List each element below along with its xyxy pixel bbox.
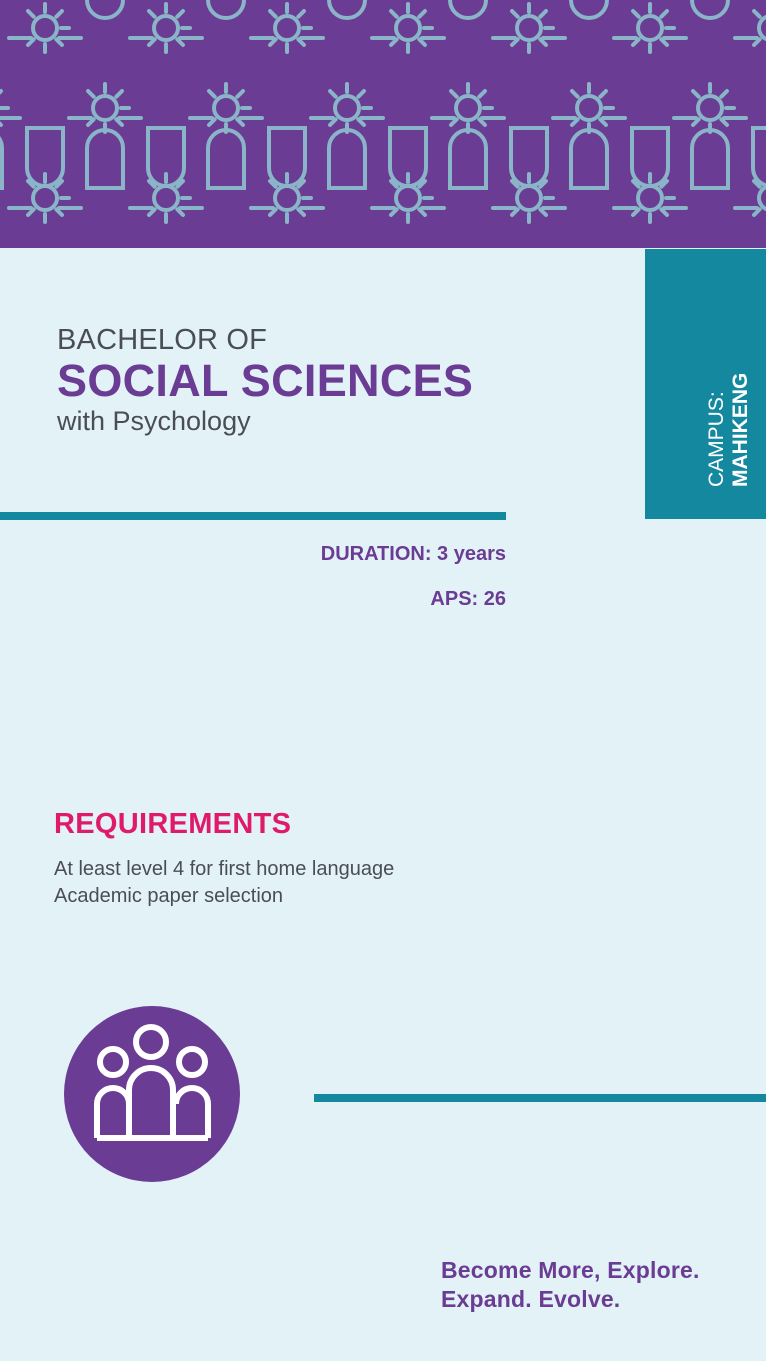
sun-icon [553, 84, 625, 132]
shield-icon [450, 0, 486, 18]
title-suffix: with Psychology [57, 406, 251, 436]
pattern-banner [0, 0, 766, 248]
campus-text [705, 373, 753, 487]
shield-icon [208, 0, 244, 18]
shield-icon [208, 130, 244, 188]
requirement-item: Academic paper selection [54, 885, 284, 907]
sun-icon [493, 4, 565, 52]
sun-icon [69, 84, 141, 132]
people-group-icon [64, 1006, 240, 1182]
sun-icon [614, 4, 686, 52]
sun-icon [0, 84, 20, 132]
requirements-list [54, 856, 394, 910]
tagline-line-2: Expand. Evolve. [441, 1286, 621, 1312]
sun-icon [311, 84, 383, 132]
sun-icon [493, 174, 565, 222]
duration-text: DURATION: 3 years [320, 543, 506, 565]
tagline-line-1: Become More, Explore. [441, 1257, 700, 1283]
campus-label: CAMPUS: [705, 391, 728, 487]
sun-icon [735, 4, 766, 52]
sun-icon [432, 84, 504, 132]
sun-icon [130, 4, 202, 52]
sun-icon [674, 84, 746, 132]
sun-icon [372, 174, 444, 222]
sun-icon [9, 4, 81, 52]
sun-icon [614, 174, 686, 222]
sun-icon [130, 174, 202, 222]
title-prefix: BACHELOR OF [57, 324, 268, 356]
sun-icon [251, 174, 323, 222]
tagline [441, 1256, 700, 1314]
pattern-graphic [0, 0, 766, 248]
shield-icon [571, 0, 607, 18]
aps-text: APS: 26 [430, 588, 506, 610]
shield-icon [692, 130, 728, 188]
shield-icon [87, 130, 123, 188]
shield-icon [450, 130, 486, 188]
shield-icon [692, 0, 728, 18]
divider-bottom [314, 1094, 766, 1102]
shield-icon [753, 128, 766, 186]
divider-top [0, 512, 506, 520]
campus-panel [645, 249, 766, 519]
sun-icon [251, 4, 323, 52]
shield-icon [87, 0, 123, 18]
degree-title [57, 322, 473, 438]
sun-icon [190, 84, 262, 132]
requirements-heading: REQUIREMENTS [54, 808, 292, 840]
shield-icon [329, 130, 365, 188]
sun-icon [372, 4, 444, 52]
shield-icon [0, 130, 2, 188]
sun-icon [9, 174, 81, 222]
requirement-item: At least level 4 for first home language [54, 858, 395, 880]
shield-icon [571, 130, 607, 188]
title-main: SOCIAL SCIENCES [57, 355, 474, 406]
campus-value: MAHIKENG [729, 372, 752, 487]
shield-icon [329, 0, 365, 18]
